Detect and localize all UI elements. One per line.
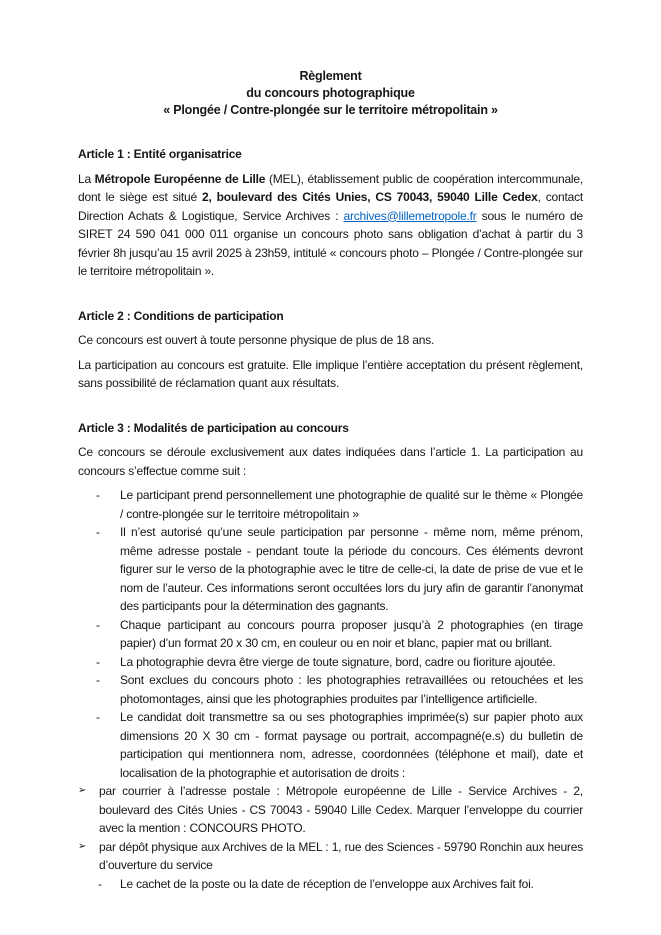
list-item-text: Le cachet de la poste ou la date de réception de l’enveloppe aux Archives fait foi. bbox=[120, 876, 534, 891]
list-item-text: Il n’est autorisé qu’une seule participation par personne - même nom, même prénom, même adresse postale - pendant toute la période du concours. Ces éléments devront figurer sur le verso de la photographie avec le titre de celle-ci, la date de prise de vue et le nom de l’auteur. Ces informations seront occultées lors du jury afin de garantir l’anonymat des participants pour la détermination des gagnants. bbox=[120, 525, 583, 613]
article-2-heading: Article 2 : Conditions de participation bbox=[78, 308, 284, 323]
list-item-deposit-option bbox=[78, 838, 583, 875]
dash-bullet: - bbox=[96, 488, 100, 502]
bold-segment-organizer-name: Métropole Européenne de Lille bbox=[94, 171, 266, 186]
list-item bbox=[78, 653, 583, 672]
text-segment: , contact Direction Achats & Logistique, Service Archives : bbox=[78, 190, 584, 223]
list-item-text: par dépôt physique aux Archives de la MEL : 1, rue des Sciences - 59790 Ronchin aux heures d’ouverture du service bbox=[99, 839, 583, 872]
article-1-paragraph bbox=[78, 170, 583, 281]
list-item-postmark-note bbox=[78, 875, 583, 894]
list-item bbox=[78, 523, 583, 616]
list-item-text: par courrier à l’adresse postale : Métropole européenne de Lille - Service Archives - 2, boulevard des Cités Unies - CS 70043 - 59040 Lille Cedex. Marquer l’enveloppe du courrier avec la mention : CONCOURS PHOTO. bbox=[99, 784, 583, 835]
page-title bbox=[78, 68, 583, 119]
text-segment: La bbox=[78, 171, 95, 186]
article-1-heading: Article 1 : Entité organisatrice bbox=[78, 147, 242, 161]
bold-segment-address: 2, boulevard des Cités Unies, CS 70043, 59040 Lille Cedex bbox=[201, 190, 538, 204]
dash-bullet: - bbox=[96, 617, 100, 632]
list-item bbox=[78, 616, 583, 653]
dash-bullet: - bbox=[96, 710, 100, 724]
participation-steps-list bbox=[78, 486, 583, 893]
arrow-bullet: ➢ bbox=[78, 840, 87, 852]
article-2-paragraph-2: La participation au concours est gratuite. Elle implique l’entière acceptation du présent règlement, sans possibilité de réclamation quant aux résultats. bbox=[78, 357, 583, 390]
dash-bullet: - bbox=[96, 654, 100, 669]
dash-bullet: - bbox=[96, 673, 100, 687]
text-segment: (MEL), établissement public de coopération intercommunale, dont le siège est situé bbox=[78, 171, 583, 204]
dash-bullet: - bbox=[96, 525, 100, 539]
article-2-paragraph-1: Ce concours est ouvert à toute personne physique de plus de 18 ans. bbox=[78, 333, 435, 347]
list-item-text: La photographie devra être vierge de toute signature, bord, cadre ou fioriture ajoutée. bbox=[120, 654, 556, 669]
list-item-text: Le candidat doit transmettre sa ou ses photographies imprimée(s) sur papier photo aux dimensions 20 X 30 cm - format paysage ou portrait, accompagné(e.s) du bulletin de participation qui mentionnera nom, adresse, coordonnées (téléphone et mail), date et localisation de la photographie et autorisation de droits : bbox=[120, 710, 583, 780]
title-line-3: « Plongée / Contre-plongée sur le territoire métropolitain » bbox=[163, 103, 498, 117]
list-item-text: Sont exclues du concours photo : les photographies retravaillées ou retouchées et les photomontages, ainsi que les photographies produites par l’intelligence artificielle. bbox=[120, 673, 583, 706]
article-3-intro-paragraph: Ce concours se déroule exclusivement aux dates indiquées dans l’article 1. La participation au concours s’effectue comme suit : bbox=[78, 445, 583, 478]
list-item bbox=[78, 671, 583, 708]
title-line-2: du concours photographique bbox=[246, 86, 415, 100]
list-item-text: Chaque participant au concours pourra proposer jusqu’à 2 photographies (en tirage papier) d’un format 20 x 30 cm, en couleur ou en noir et blanc, papier mat ou brillant. bbox=[120, 617, 583, 650]
list-item-mail-option bbox=[78, 782, 583, 838]
list-item bbox=[78, 708, 583, 782]
dash-bullet: - bbox=[98, 876, 102, 891]
title-line-1: Règlement bbox=[299, 69, 362, 83]
article-3-heading: Article 3 : Modalités de participation au concours bbox=[78, 420, 349, 435]
arrow-bullet: ➢ bbox=[78, 785, 87, 796]
email-link[interactable]: archives@lillemetropole.fr bbox=[343, 208, 477, 223]
list-item bbox=[78, 486, 583, 523]
list-item-text: Le participant prend personnellement une photographie de qualité sur le thème « Plongée / contre-plongée sur le territoire métropolitain » bbox=[120, 488, 583, 521]
text-segment: sous le numéro de SIRET 24 590 041 000 011 organise un concours photo sans obligation d’achat à partir du 3 février 8h jusqu’au 15 avril 2025 à 23h59, intitulé « concours photo – Plongée / Contre-plongée sur le territoire métropolitain ». bbox=[78, 208, 583, 278]
